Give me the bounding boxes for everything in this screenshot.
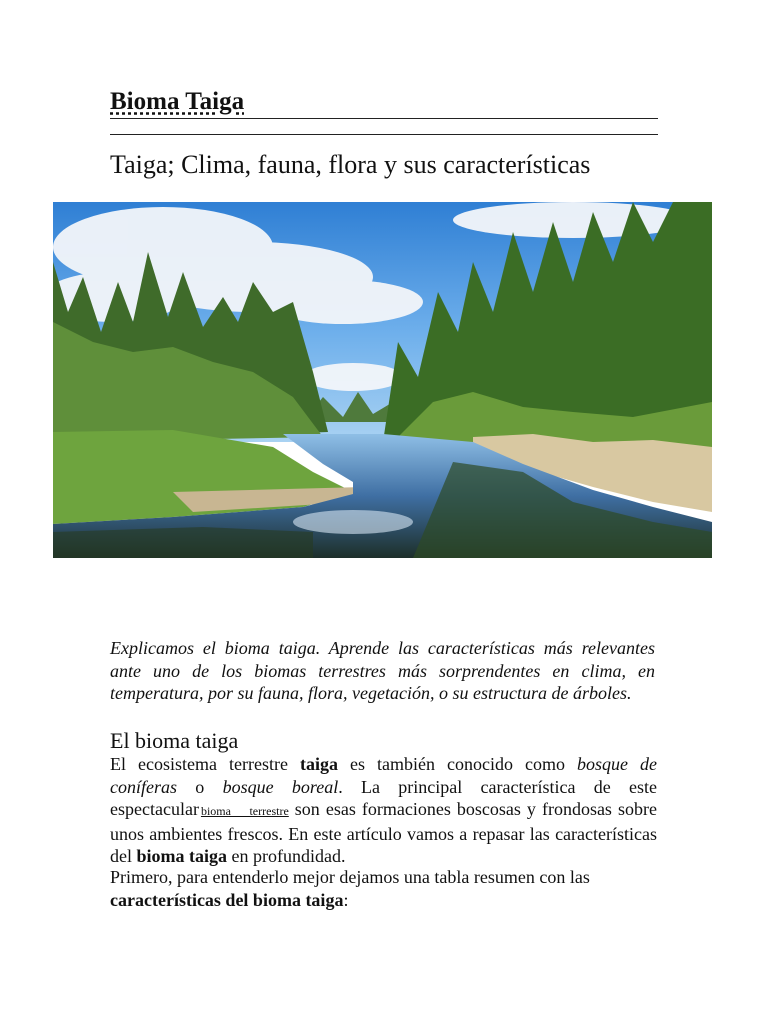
italic-run: bosque de coníferas xyxy=(110,754,657,797)
text-run: . La principal característica de este espectacular xyxy=(110,776,658,819)
text-run: El ecosistema terrestre xyxy=(110,754,300,774)
summary-paragraph xyxy=(110,866,657,911)
bioma-terrestre-link[interactable]: bioma terrestre xyxy=(200,804,289,818)
italic-run: bosque boreal xyxy=(222,776,339,797)
intro-paragraph: Explicamos el bioma taiga. Aprende las características más relevantes ante uno de los biomas terrestres más sorprendentes en clima, en temperatura, por su fauna, flora, vegetación, o su estructura de árboles. xyxy=(110,638,655,703)
text-run: : xyxy=(343,889,349,910)
bold-run: características del bioma taiga xyxy=(110,889,344,910)
taiga-landscape-photo xyxy=(53,202,712,558)
title-rule-secondary xyxy=(110,134,658,135)
document-subtitle: Taiga; Clima, fauna, flora y sus características xyxy=(110,150,591,179)
text-run: o xyxy=(177,776,223,797)
text-run: Primero, para entenderlo mejor dejamos una tabla resumen con las xyxy=(110,867,590,887)
section-heading: El bioma taiga xyxy=(110,728,239,753)
text-run: es también conocido como xyxy=(337,754,577,774)
bold-run: taiga xyxy=(299,754,338,774)
bold-run: bioma taiga xyxy=(136,846,228,866)
text-run: son esas formaciones boscosas y frondosas sobre unos ambientes frescos. En este artículo vamos a repasar las características del xyxy=(110,799,657,866)
section-paragraph xyxy=(110,753,657,868)
text-run: en profundidad. xyxy=(227,846,346,866)
title-rule xyxy=(110,118,658,119)
document-title: Bioma Taiga xyxy=(110,88,245,115)
